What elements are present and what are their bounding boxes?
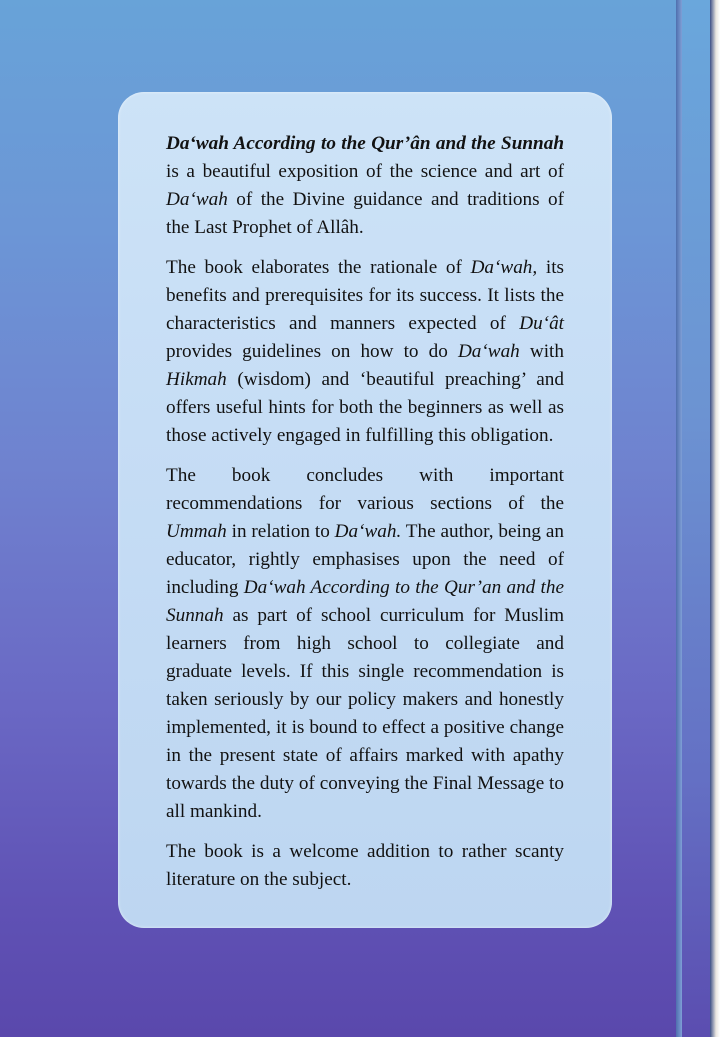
blurb-text-run: as part of school curriculum for Muslim learners from high school to collegiate and graduate levels. If this single recommendation is taken seriously by our policy makers and honestly implemented, it is bound to effect a positive change in the present state of affairs marked with apathy towards the duty of conveying the Final Message to all mankind. — [166, 605, 564, 822]
blurb-paragraph-2 — [166, 254, 564, 450]
blurb-text-run: The book is a welcome addition to rather scanty literature on the subject. — [166, 841, 564, 890]
book-edge — [710, 0, 720, 1037]
blurb-text-run: in relation to — [226, 521, 335, 542]
term-dawah: Da‘wah — [457, 341, 520, 362]
term-dawah: Da‘wah, — [470, 257, 538, 278]
blurb-text-run: with — [519, 341, 564, 362]
term-duat: Du‘ât — [519, 313, 564, 334]
blurb-text-run: is a beautiful exposition of the science and art of — [166, 161, 564, 182]
blurb-text-run: The book concludes with important recommendations for various sections of the — [166, 465, 564, 514]
book-title-inline: Da‘wah According to the Qur’an and the Sunnah — [166, 577, 564, 626]
term-hikmah: Hikmah — [166, 369, 227, 390]
blurb-text-run: of the Divine guidance and traditions of the Last Prophet of Allâh. — [166, 189, 564, 238]
term-dawah: Da‘wah. — [334, 521, 402, 542]
blurb-text-run: its benefits and prerequisites for its success. It lists the characteristics and manners expected of — [166, 257, 564, 334]
blurb-text-run: The author, being an educator, rightly emphasises upon the need of including — [166, 521, 564, 598]
term-dawah: Da‘wah — [166, 189, 228, 210]
blurb-paragraph-4 — [166, 838, 564, 894]
blurb-text-run: provides guidelines on how to do — [166, 341, 458, 362]
blurb-text-run: The book elaborates the rationale of — [166, 257, 471, 278]
blurb-paragraph-3 — [166, 462, 564, 826]
blurb-text-run: (wisdom) and ‘beautiful preaching’ and offers useful hints for both the beginners as well as those actively engaged in fulfilling this obligation. — [166, 369, 564, 446]
book-spine — [682, 0, 710, 1037]
book-title-inline: Da‘wah According to the Qur’ân and the Sunnah — [166, 133, 564, 154]
term-ummah: Ummah — [166, 521, 227, 542]
blurb-paragraph-1 — [166, 130, 564, 242]
blurb-text — [166, 130, 564, 906]
